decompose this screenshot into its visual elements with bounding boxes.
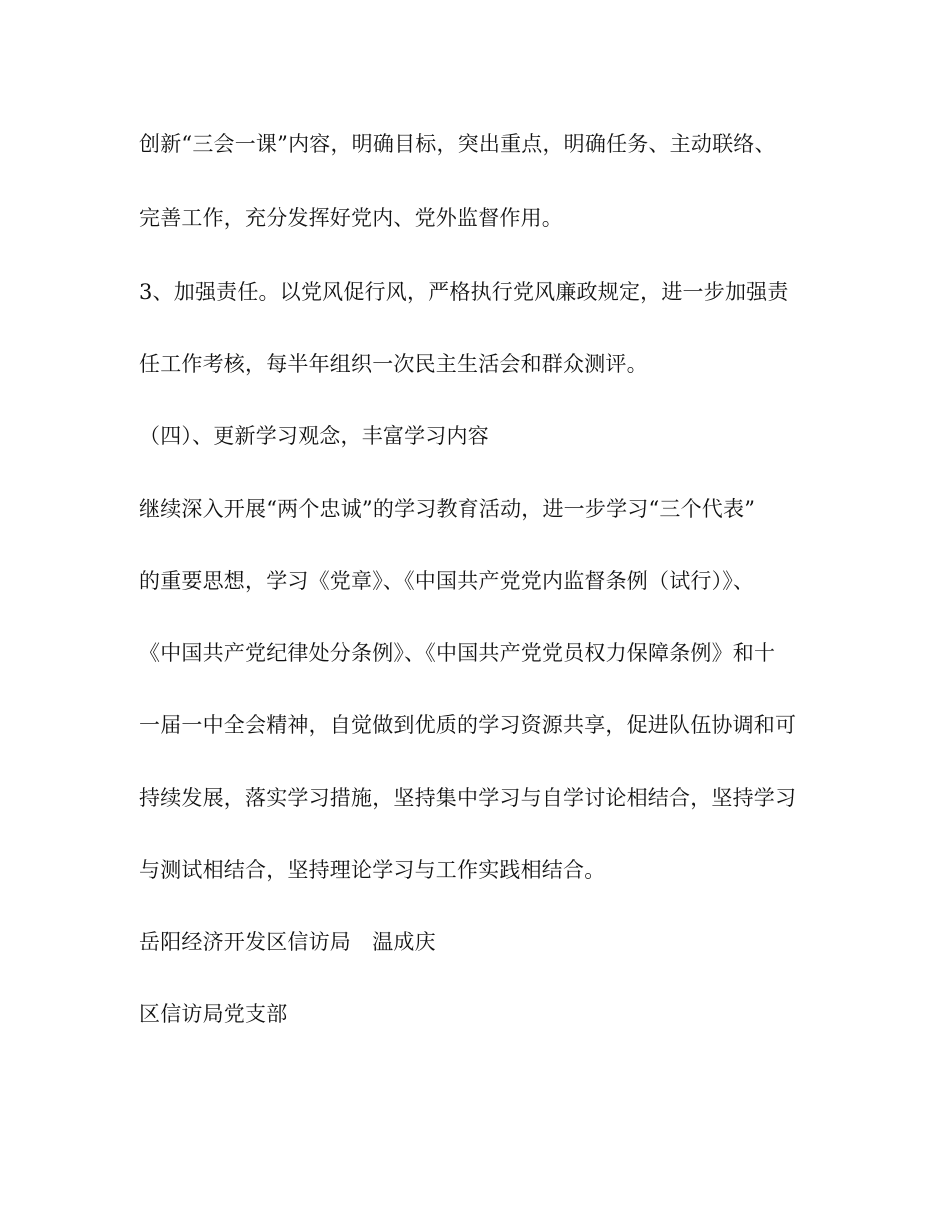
paragraph-line: 《中国共产党纪律处分条例》、《中国共产党党员权力保障条例》和十 — [139, 641, 776, 665]
section-heading: （四）、更新学习观念，丰富学习内容 — [139, 424, 489, 448]
signature-organization: 区信访局党支部 — [139, 1002, 288, 1026]
paragraph-line: 的重要思想，学习《党章》、《中国共产党党内监督条例（试行）》、 — [139, 569, 755, 593]
paragraph-line: 创新“三会一课”内容，明确目标，突出重点，明确任务、主动联络、 — [139, 132, 776, 156]
signature-author: 岳阳经济开发区信访局 温成庆 — [139, 930, 436, 954]
paragraph-line: 一届一中全会精神，自觉做到优质的学习资源共享，促进队伍协调和可 — [139, 713, 797, 737]
paragraph-line: 继续深入开展“两个忠诚”的学习教育活动，进一步学习“三个代表” — [139, 497, 756, 521]
paragraph-line: 与测试相结合，坚持理论学习与工作实践相结合。 — [139, 858, 606, 882]
paragraph-line: 任工作考核，每半年组织一次民主生活会和群众测评。 — [139, 352, 648, 376]
paragraph-line: 完善工作，充分发挥好党内、党外监督作用。 — [139, 206, 563, 230]
paragraph-line: 3、加强责任。以党风促行风，严格执行党风廉政规定，进一步加强责 — [139, 280, 789, 304]
paragraph-line: 持续发展，落实学习措施，坚持集中学习与自学讨论相结合，坚持学习 — [139, 786, 797, 810]
